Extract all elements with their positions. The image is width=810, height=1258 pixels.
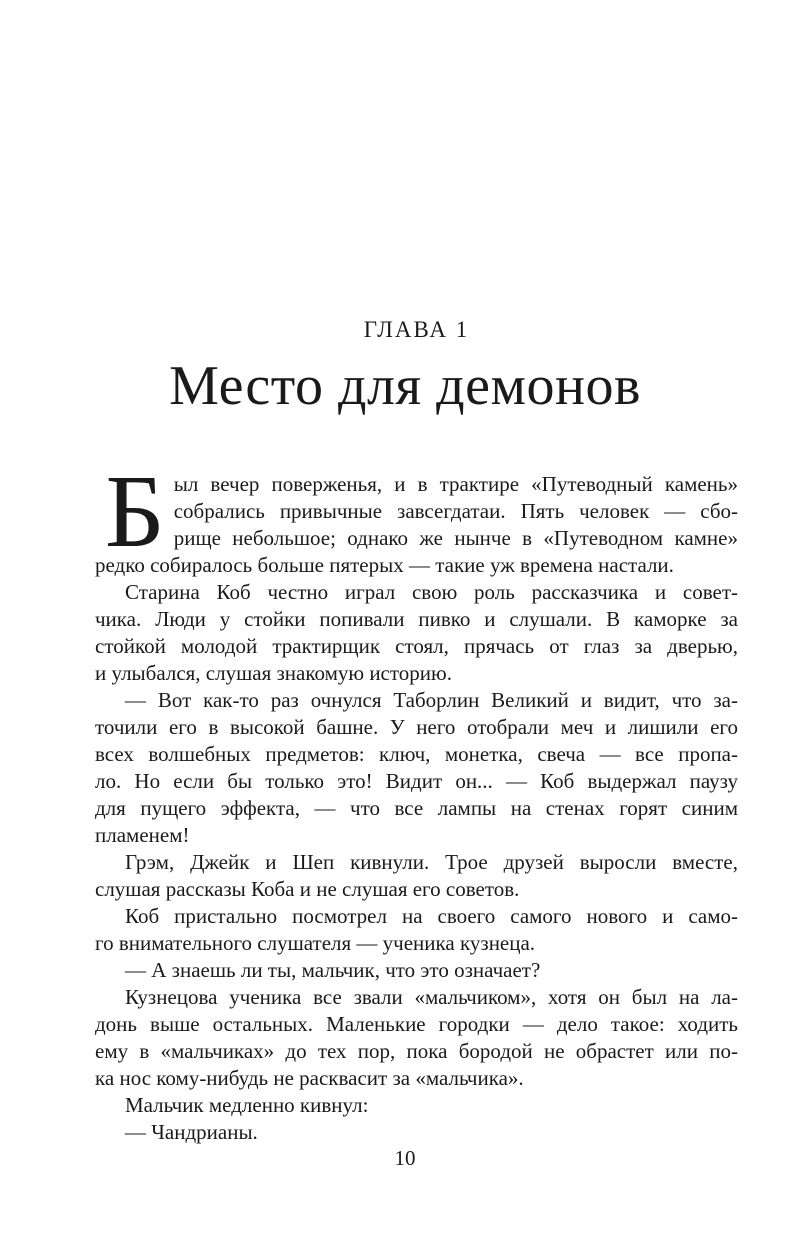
- text-line: для пущего эффекта, — что все лампы на стенах горят синим: [95, 796, 738, 820]
- text-line: ыл вечер поверженья, и в трактире «Путеводный камень»: [173, 472, 738, 496]
- text-line: стойкой молодой трактирщик стоял, прячась от глаз за дверью,: [95, 634, 738, 658]
- text-line: ему в «мальчиках» до тех пор, пока бородой не обрастет или по-: [95, 1039, 738, 1063]
- paragraph: [95, 849, 738, 903]
- text-line: всех волшебных предметов: ключ, монетка, свеча — все пропа-: [95, 742, 738, 766]
- text-line: слушая рассказы Коба и не слушая его советов.: [95, 877, 520, 901]
- text-line: — Чандрианы.: [125, 1120, 258, 1144]
- text-line: чика. Люди у стойки попивали пивко и слушали. В каморке за: [95, 607, 738, 631]
- paragraph: [95, 957, 738, 984]
- text-line: собрались привычные завсегдатаи. Пять человек — сбо-: [173, 499, 738, 523]
- paragraph: [95, 984, 738, 1092]
- text-line: Грэм, Джейк и Шеп кивнули. Трое друзей выросли вместе,: [125, 850, 738, 874]
- page-number: 10: [394, 1146, 416, 1170]
- text-line: точили его в высокой башне. У него отобрали меч и лишили его: [95, 715, 738, 739]
- text-line: го внимательного слушателя — ученика кузнеца.: [95, 931, 536, 955]
- text-line: ло. Но если бы только это! Видит он... — Коб выдержал паузу: [95, 769, 738, 793]
- paragraph: [95, 1092, 738, 1119]
- paragraph: [95, 903, 738, 957]
- text-line: донь выше остальных. Маленькие городки — дело такое: ходить: [95, 1012, 738, 1036]
- paragraph: [95, 579, 738, 687]
- text-line: и улыбался, слушая знакомую историю.: [95, 661, 452, 685]
- chapter-body-text: [95, 454, 738, 1146]
- chapter-title: Место для демонов: [169, 355, 641, 417]
- text-line: Кузнецова ученика все звали «мальчиком», хотя он был на ла-: [125, 985, 738, 1009]
- text-line: редко собиралось больше пятерых — такие уж времена настали.: [95, 553, 674, 577]
- text-line: рище небольшое; однако же нынче в «Путеводном камне»: [173, 526, 738, 550]
- text-line: пламенем!: [95, 823, 190, 847]
- text-line: — А знаешь ли ты, мальчик, что это означает?: [125, 958, 541, 982]
- paragraph: [95, 1119, 738, 1146]
- text-line: ка нос кому-нибудь не расквасит за «мальчика».: [95, 1066, 524, 1090]
- text-line: Старина Коб честно играл свою роль рассказчика и совет-: [125, 580, 738, 604]
- drop-cap: Б: [105, 454, 165, 569]
- text-line: Мальчик медленно кивнул:: [125, 1093, 369, 1117]
- text-line: — Вот как-то раз очнулся Таборлин Великий и видит, что за-: [125, 688, 738, 712]
- paragraph: [95, 454, 738, 579]
- text-line: Коб пристально посмотрел на своего самого нового и само-: [125, 904, 738, 928]
- paragraph: [95, 687, 738, 849]
- chapter-number-label: ГЛАВА 1: [363, 317, 470, 342]
